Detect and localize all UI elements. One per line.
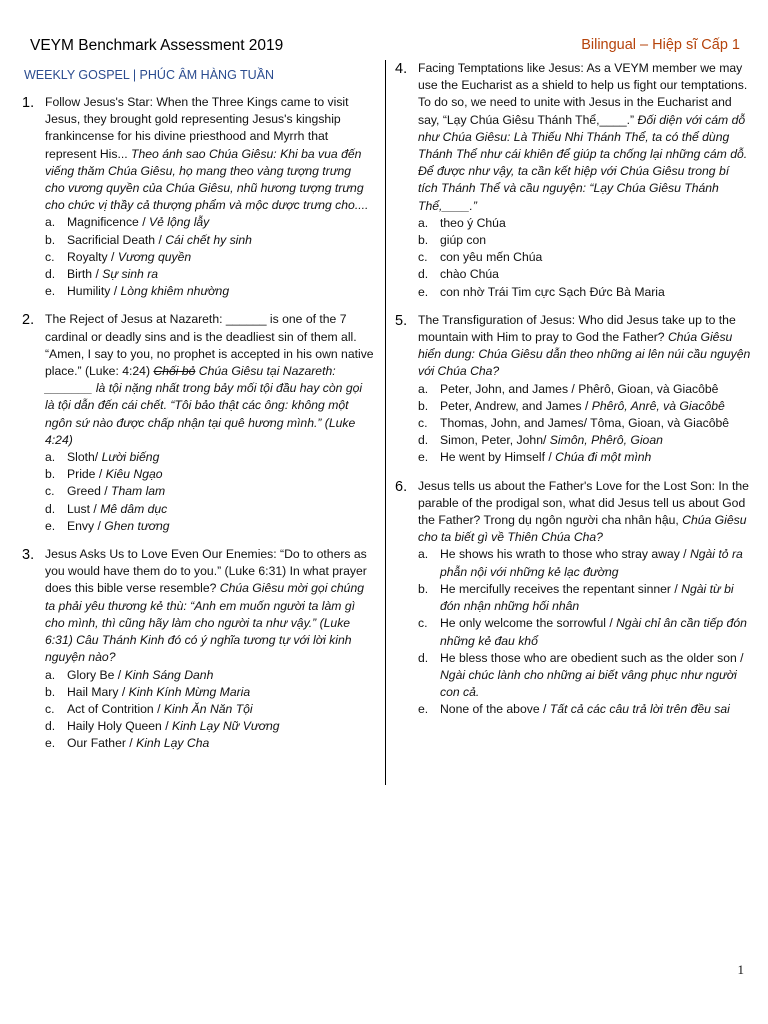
question-text: Jesus Asks Us to Love Even Our Enemies: “Do to others as you would have them do to you.” (Luke 6:31) In what prayer does this bible verse resemble? Chúa Giêsu mời gọi chúng ta phải yêu thương kẻ thù: “Anh em muốn người ta làm gì cho mình, thì cũng hãy làm cho người ta như vậy.” (Luke 6:31) Câu Thánh Kinh đó có ý nghĩa tương tự với lời kinh nguyện nào?	[45, 547, 367, 665]
answer-option-b[interactable]: b. giúp con	[418, 233, 487, 248]
answer-options	[418, 546, 751, 718]
answer-option-d[interactable]: d. Haily Holy Queen / Kinh Lạy Nữ Vương	[45, 719, 280, 734]
answer-option-c[interactable]: c. He only welcome the sorrowful / Ngài chỉ ân cần tiếp đón những kẻ đau khổ	[418, 616, 747, 648]
answer-option-c[interactable]: c. Act of Contrition / Kinh Ăn Năn Tội	[45, 701, 253, 716]
answer-options	[418, 215, 751, 301]
document-title: VEYM Benchmark Assessment 2019	[30, 37, 284, 54]
answer-option-e[interactable]: e. None of the above / Tất cả các câu trả lời trên đều sai	[418, 702, 730, 717]
question-text: The Reject of Jesus at Nazareth: ______ is one of the 7 cardinal or deadly sins and is the deadliest sin of them all. “Amen, I say to you, no prophet is accepted in his own native place.” (Luke: 4:24) Chối bỏ Chúa Giêsu tại Nazareth: _______ là tội nặng nhất trong bảy mối tội đầu hay còn gọi là tội dẫn đến cái chết. “Tôi bảo thật các ông: không một ngôn sứ nào được chấp nhận tại quê hương mình.” (Luke 4:24)	[45, 312, 374, 447]
answer-option-a[interactable]: a. Peter, John, and James / Phêrô, Gioan, và Giacôbê	[418, 381, 719, 396]
answer-option-a[interactable]: a. Sloth/ Lười biếng	[45, 450, 160, 465]
question-4	[395, 60, 751, 301]
answer-option-e[interactable]: e. con nhờ Trái Tim cực Sạch Đức Bà Maria	[418, 284, 665, 299]
left-column	[22, 66, 374, 764]
right-column	[395, 60, 751, 730]
answer-option-a[interactable]: a. Magnificence / Vẻ lộng lẫy	[45, 215, 210, 230]
answer-option-c[interactable]: c. Greed / Tham lam	[45, 484, 166, 499]
document-level-label: Bilingual – Hiệp sĩ Cấp 1	[581, 37, 740, 53]
answer-option-c[interactable]: c. Royalty / Vương quyền	[45, 249, 192, 264]
answer-options	[45, 214, 374, 300]
answer-option-e[interactable]: e. Humility / Lòng khiêm nhường	[45, 284, 230, 299]
question-number: 6.	[395, 478, 408, 495]
question-5	[395, 312, 751, 467]
answer-option-d[interactable]: d. He bless those who are obedient such as the older son / Ngài chúc lành cho những ai biết vâng phục như người con cả.	[418, 650, 744, 700]
answer-option-b[interactable]: b. Sacrificial Death / Cái chết hy sinh	[45, 232, 252, 247]
question-1	[22, 94, 374, 300]
answer-option-a[interactable]: a. He shows his wrath to those who stray away / Ngài tỏ ra phẫn nội với những kẻ lạc đường	[418, 547, 743, 579]
answer-options	[45, 449, 374, 535]
answer-option-b[interactable]: b. Hail Mary / Kinh Kính Mừng Maria	[45, 684, 251, 699]
question-6	[395, 478, 751, 719]
answer-option-d[interactable]: d. Lust / Mê dâm dục	[45, 501, 168, 516]
question-2	[22, 311, 374, 535]
question-number: 5.	[395, 312, 408, 329]
answer-option-a[interactable]: a. theo ý Chúa	[418, 215, 506, 230]
question-number: 4.	[395, 61, 408, 77]
question-text: Facing Temptations like Jesus: As a VEYM member we may use the Eucharist as a shield to help us fight our temptations. To do so, we need to unite with Jesus in the Eucharist and say, “Lạy Chúa Giêsu Thánh Thể,____.” Đối diện với cám dỗ như Chúa Giêsu: Là Thiếu Nhi Thánh Thể, ta có thể dùng Thánh Thể như cái khiên để giúp ta chống lại những cám dỗ. Để được như vậy, ta cần kết hiệp với Chúa Giêsu trong bí tích Thánh Thể và cầu nguyện: “Lạy Chúa Giêsu Thánh Thể,____.”	[418, 61, 748, 213]
answer-option-e[interactable]: e. Envy / Ghen tương	[45, 518, 170, 533]
answer-option-c[interactable]: c. con yêu mến Chúa	[418, 250, 543, 265]
question-number: 2.	[22, 312, 35, 329]
answer-option-e[interactable]: e. He went by Himself / Chúa đi một mình	[418, 450, 652, 465]
answer-option-e[interactable]: e. Our Father / Kinh Lạy Cha	[45, 736, 210, 751]
answer-option-a[interactable]: a. Glory Be / Kinh Sáng Danh	[45, 667, 214, 682]
question-number: 1.	[22, 95, 35, 111]
answer-options	[45, 667, 374, 753]
answer-option-d[interactable]: d. Simon, Peter, John/ Simôn, Phêrô, Gioan	[418, 433, 663, 448]
answer-option-b[interactable]: b. Pride / Kiêu Ngạo	[45, 467, 163, 482]
answer-option-d[interactable]: d. Birth / Sự sinh ra	[45, 267, 159, 282]
answer-option-d[interactable]: d. chào Chúa	[418, 267, 499, 282]
answer-options	[418, 381, 751, 467]
question-3	[22, 546, 374, 752]
question-text: The Transfiguration of Jesus: Who did Jesus take up to the mountain with Him to pray to God the Father? Chúa Giêsu hiển dung: Chúa Giêsu dẫn theo những ai lên núi cầu nguyện với Chúa Cha?	[418, 312, 751, 379]
question-text: Jesus tells us about the Father's Love for the Lost Son: In the parable of the prodigal son, what did Jesus tell us about God the Father? Trong dụ ngôn người cha nhân hậu, Chúa Giêsu cho ta biết gì về Thiên Chúa Cha?	[418, 478, 749, 545]
column-divider	[385, 60, 386, 785]
answer-option-b[interactable]: b. He mercifully receives the repentant sinner / Ngài từ bi đón nhận những hối nhân	[418, 581, 734, 614]
page-number: 1	[737, 962, 744, 977]
section-title: WEEKLY GOSPEL | PHÚC ÂM HÀNG TUẦN	[24, 68, 275, 82]
answer-option-b[interactable]: b. Peter, Andrew, and James / Phêrô, Anrê, và Giacôbê	[418, 398, 725, 413]
answer-option-c[interactable]: c. Thomas, John, and James/ Tôma, Gioan, và Giacôbê	[418, 416, 730, 431]
question-text: Follow Jesus's Star: When the Three Kings came to visit Jesus, they brought gold representing Jesus's kingship frankincense for his divine priesthood and Myrrh that represent His... Theo ánh sao Chúa Giêsu: Khi ba vua đến viếng thăm Chúa Giêsu, họ mang theo vàng tượng trưng cho vương quyền của Chúa Giêsu, nhũ hương tượng trưng cho chức vị thầy cả thượng phẩm và mộc dược trưng cho....	[45, 95, 369, 213]
question-number: 3.	[22, 547, 35, 564]
